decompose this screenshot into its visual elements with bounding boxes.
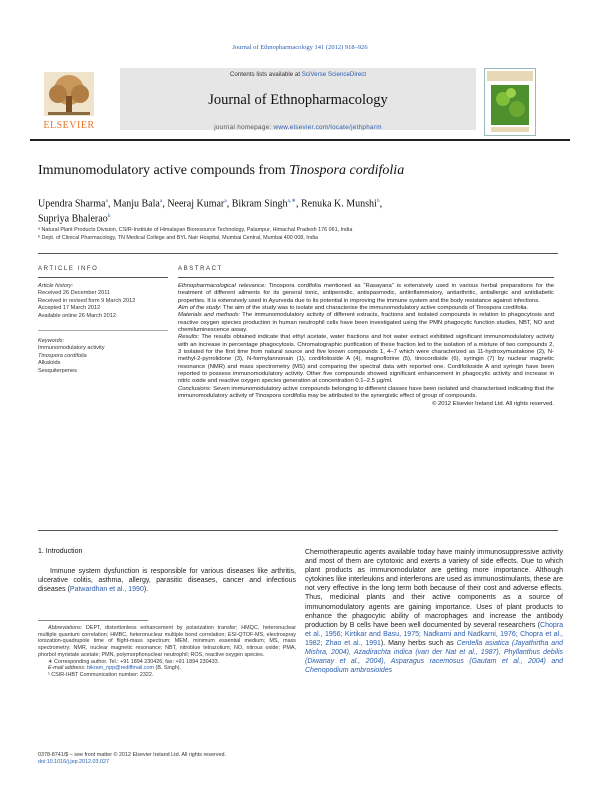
footnotes <box>38 625 296 679</box>
journal-cover-thumbnail[interactable] <box>484 68 536 136</box>
article-title-text: Immunomodulatory active compounds from <box>38 163 290 178</box>
abbrev-label: Abbreviations: <box>48 625 83 631</box>
affiliation-b: ᵇ Dept. of Clinical Pharmacology, TN Medical College and BYL Nair Hospital, Mumbai Central, Mumbai 400 008, India <box>38 235 318 241</box>
journal-homepage <box>120 124 476 131</box>
conclusions-label: Conclusions: <box>178 385 212 392</box>
author: Supriya Bhalerao <box>38 213 108 225</box>
citation-link[interactable]: Patwardhan et al., 1990 <box>69 586 144 594</box>
author-affiliation-mark[interactable]: a <box>105 198 108 204</box>
author-list <box>38 195 558 226</box>
relevance-label: Ethnopharmacological relevance: <box>178 283 266 289</box>
contents-line <box>120 71 476 78</box>
elsevier-logo <box>30 68 108 134</box>
abstract-rule <box>178 277 554 278</box>
footnote-rule <box>38 620 148 621</box>
intro-paragraph <box>38 567 296 594</box>
methods-text: The immunomodulatory activity of different extracts, fractions and isolated compounds in relation to phagocytosis and reactive oxygen species production in human neutrophil cells have been investigated using the PMN phagocytic function studies, NBT, NO and chemiluminescence assay. <box>178 312 554 334</box>
cover-image-icon <box>485 69 535 135</box>
article-info-heading: ARTICLE INFO <box>38 266 99 272</box>
keyword-item: Tinospora cordifolia <box>38 352 87 359</box>
journal-citation[interactable]: Journal of Ethnopharmacology 141 (2012) 918–926 <box>232 44 368 51</box>
abstract-copyright: © 2012 Elsevier Ireland Ltd. All rights reserved. <box>432 400 554 407</box>
keywords <box>38 338 168 375</box>
intro-right-text: Chemotherapeutic agents available today have mainly immunosuppressive activity and most of them are cytotoxic and exerts a variety of side effects. Due to which plant products as immunomodulator are getting more importance. Although cytokines like interleukins and interferons are used as immunostimulants, these are not very effective in the long term both because of their cost and adverse effects. Thus, medicinal plants and their active components as a source of immunomodulatory agents are gaining importance. Uses of plant products to enhance the phagocytic ability of macrophages and increase the antibody production by B cells have been well documented by several researchers ( <box>305 549 563 629</box>
email-line <box>38 665 296 672</box>
history-item: Received 26 December 2011 <box>38 290 111 297</box>
author: Bikram Singh <box>231 198 288 210</box>
intro-right-text-2: ). Many herbs such as <box>380 639 457 647</box>
email-link[interactable]: bikram_npp@rediffmail.com <box>86 665 155 672</box>
issn-line: 0378-8741/$ – see front matter © 2012 Elsevier Ireland Ltd. All rights reserved. <box>38 752 226 758</box>
abstract-methods <box>178 312 554 334</box>
author-affiliation-mark[interactable]: a,∗ <box>287 198 296 204</box>
keyword-item: Sesquiterpenes <box>38 367 77 374</box>
author-separator: , <box>295 198 301 210</box>
author: Renuka K. Munshi <box>300 198 377 210</box>
author: Neeraj Kumar <box>167 198 225 210</box>
author-affiliation-mark[interactable]: a <box>159 198 163 204</box>
author-separator: , <box>107 198 113 210</box>
article-title-species: Tinospora cordifolia <box>289 163 405 178</box>
methods-label: Materials and methods: <box>178 312 241 319</box>
abstract-conclusions <box>178 386 554 401</box>
author-separator: , <box>379 198 383 210</box>
email-suffix: (B. Singh). <box>154 665 182 672</box>
keyword-item: Alkaloids <box>38 360 61 367</box>
relevance-text: Tinospora cordifolia mentioned as “Rasayana” is extensively used in various herbal preparations for the treatment of different ailments for its general tonic, antiperiodic, antispasmodic, antiinflammatory, antiarthritic, antiallergic and antidiabetic properties. It is extensively used in Ayurveda due to its potential in improving the immune system and the body resistance against infections. <box>178 283 554 304</box>
author-separator: , <box>226 198 232 210</box>
abbreviations <box>38 625 296 659</box>
article-info-rule <box>38 277 168 278</box>
author-affiliation-mark[interactable]: a <box>224 198 227 204</box>
affiliation-rule <box>38 253 558 254</box>
affiliation-a: ᵃ Natural Plant Products Division, CSIR-Institute of Himalayan Bioresource Technology, Palampur, Himachal Pradesh 176 061, India <box>38 227 353 233</box>
abstract-body <box>178 283 554 408</box>
intro-text: Immune system dysfunction is responsible for various diseases like arthritis, ulcerative colitis, asthma, allergy, parasitic diseases, cancer and infectious diseases ( <box>38 568 296 594</box>
keywords-label: Keywords: <box>38 338 65 344</box>
results-label: Results: <box>178 334 200 341</box>
aim-label: Aim of the study: <box>178 305 222 312</box>
sciencedirect-link[interactable]: SciVerse ScienceDirect <box>301 71 367 78</box>
intro-right-column <box>305 548 563 675</box>
intro-paragraph-2 <box>305 548 563 675</box>
abstract-end-rule <box>38 530 558 531</box>
keyword-item: Immunomodulatory activity <box>38 345 105 352</box>
corresponding-author: ∗ Corresponding author. Tel.: +91 1894 230426; fax: +91 1894 230433. <box>48 658 220 665</box>
citation-link[interactable]: Centella asiatica (Jayathirtha and Mishra, 2004), Azadirachta indica (van der Nat et al., 1987), Phyllanthus debilis (Diwanay et al., 2004), Asparagus racemosus (Gautam et al., 2004) and Chenopodium ambrosioides <box>305 639 563 675</box>
conclusions-text: Seven immunomodulatory active compounds belonging to different classes have been isolated and characterised indicating that the immunomodulatory activity of Tinospora cordifolia may be attributed to the synergistic effect of group of compounds. <box>178 385 554 400</box>
abstract-results <box>178 334 554 385</box>
email-label: E-mail address: <box>48 665 87 672</box>
author-separator: , <box>162 198 168 210</box>
author: Manju Bala <box>112 198 160 210</box>
abstract-aim <box>178 305 554 312</box>
history-item: Received in revised form 9 March 2012 <box>38 297 136 304</box>
intro-text-end: ). <box>143 586 149 594</box>
history-label: Article history: <box>38 283 74 289</box>
abstract-heading: ABSTRACT <box>178 266 223 272</box>
history-item: Accepted 17 March 2012 <box>38 305 101 312</box>
article-history <box>38 283 168 320</box>
front-matter <box>38 752 338 766</box>
author: Upendra Sharma <box>38 198 106 210</box>
homepage-label: journal homepage: <box>214 124 274 131</box>
results-text: The results obtained indicate that ethyl acetate, water fractions and hot water extract exhibited significant immunomodulatory activity with an increase in percentage phagocytosis. Chromatographic purification of these fraction led to the isolation of a mixture of two compounds 2, 3 isolated for the first time from natural source and five known compounds 1, 4–7 which were characterized as 11-hydroxymustakone (2), N-methyl-2-pyrrolidone (3), N-formylannonain (1), cordifolioside A (4), magnoflorine (5), tinocordiside (6), syringin (7) by nuclear magnetic resonance (NMR) and mass spectrometry (MS) and comparing the spectral data with reported one. Cordifolioside A and syringin have been reported to possess immunomodulatory activity. Other five compounds showed significant enhancement in phagocytic activity and increase in nitric oxide and reactive oxygen species generation at concentration 0.1–2.5 μg/ml. <box>178 334 554 385</box>
keywords-rule <box>38 330 168 331</box>
author-affiliation-mark[interactable]: b <box>376 198 380 204</box>
history-item: Available online 26 March 2012 <box>38 312 116 319</box>
communication-number: ¹ CSIR-IHBT Communication number: 2322. <box>48 671 154 678</box>
citation-link[interactable]: Chopra et al., 1956; Kirtikar and Basu, 1975; Nadkarni and Nadkarni, 1976; Chopra et al., 1982; Zhao et al., 1991 <box>305 621 563 647</box>
abstract-relevance <box>178 283 554 305</box>
contents-prefix: Contents lists available at <box>229 71 302 78</box>
aim-text: The aim of the study was to isolate and characterise the immunomodulatory active compounds of Tinospora cordifolia. <box>221 305 529 312</box>
intro-left-column <box>38 567 296 594</box>
doi-link[interactable]: doi:10.1016/j.jep.2012.03.027 <box>38 759 110 765</box>
article-title <box>38 163 558 179</box>
journal-title: Journal of Ethnopharmacology <box>208 92 388 108</box>
section-heading-introduction: 1. Introduction <box>38 548 83 555</box>
author-affiliation-mark[interactable]: b <box>107 213 111 220</box>
elsevier-wordmark: ELSEVIER <box>43 120 95 131</box>
header-rule <box>30 139 570 141</box>
abbrev-text: DEPT, distortionless enhancement by polarization transfer; HMQC, heteronuclear multiple quantum correlation; HMBC, heteronuclear multiple bond correlation; ESI-QTOF-MS, electrospray ionization-quadrupole time of flight-mass spectrum; MEM, minimum essential medium; MS, mass spectrometry; NMR, nuclear magnetic resonance; NBT, nitroblue tetrazolium; NO, nitrous oxide; PMA, phorbol myristate acetate; PMN, polymorphonuclear neutrophil; ROS, reactive oxygen species. <box>38 625 296 658</box>
homepage-link[interactable]: www.elsevier.com/locate/jethpharm <box>273 124 382 131</box>
